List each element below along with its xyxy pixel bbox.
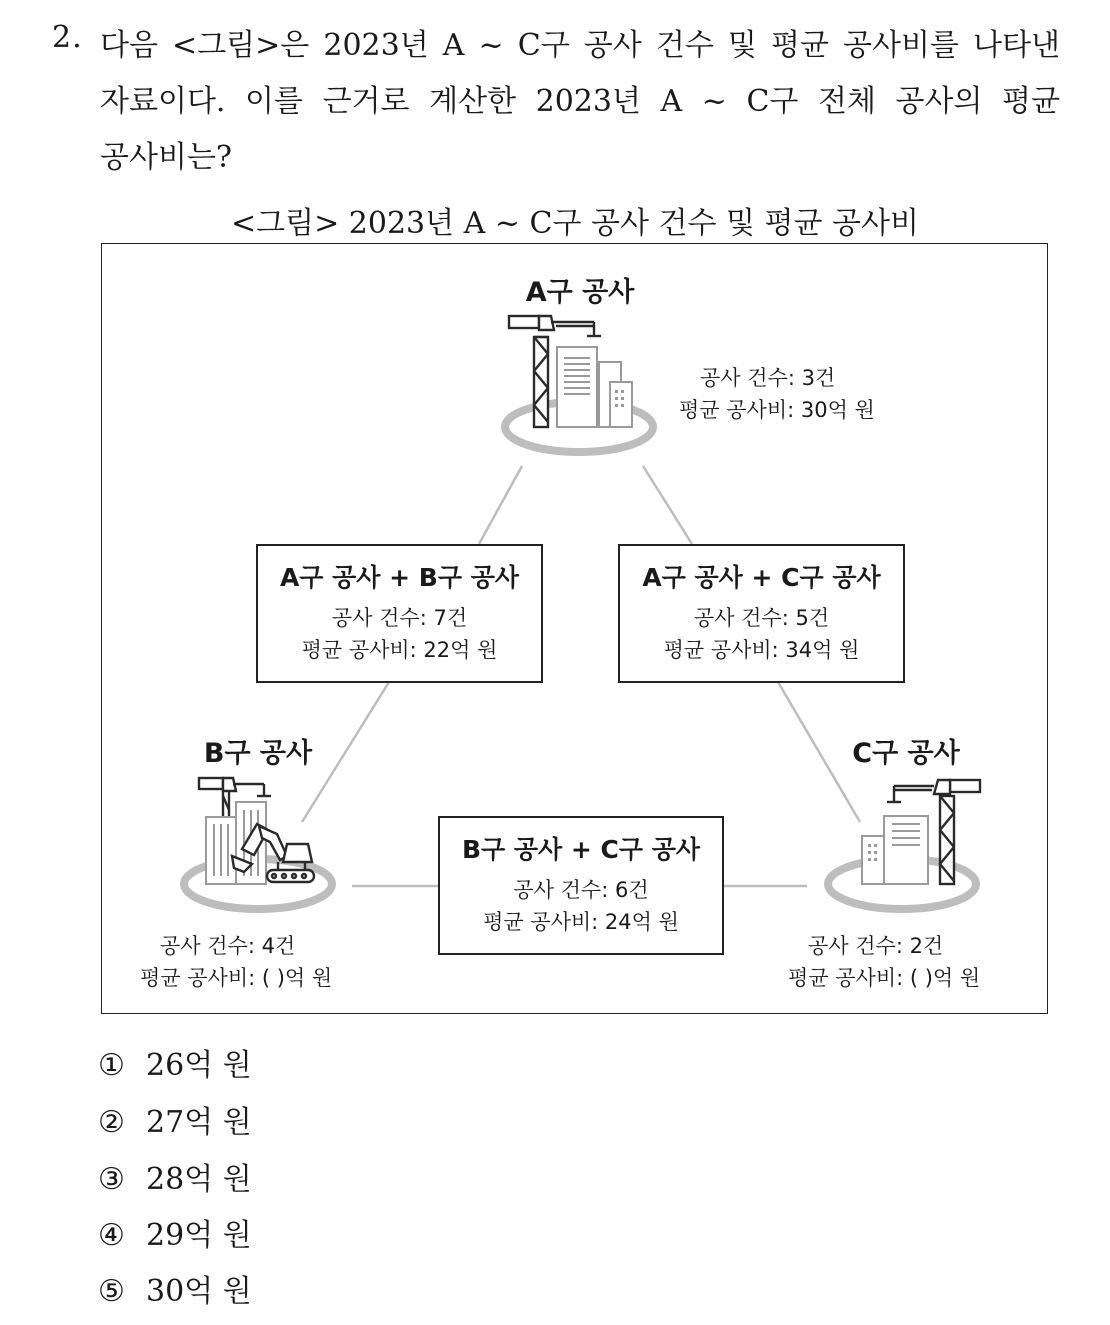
question-line-2: 자료이다. 이를 근거로 계산한 2023년 A ~ C구 전체 공사의 평균: [100, 84, 1060, 119]
choice-5-text: 30억 원: [146, 1274, 252, 1309]
pair-ac-title: A구 공사 + C구 공사: [642, 563, 881, 592]
figure-box: [101, 243, 1048, 1014]
pair-bc-cost: 평균 공사비: 24억 원: [483, 910, 679, 934]
choice-4-mark: ④: [98, 1218, 125, 1253]
question-number: 2.: [52, 20, 83, 55]
choice-2-mark: ②: [98, 1105, 125, 1140]
choice-5-mark: ⑤: [98, 1274, 125, 1309]
choice-1[interactable]: [98, 1040, 252, 1084]
pair-bc-title: B구 공사 + C구 공사: [461, 835, 701, 864]
figure-caption: <그림> 2023년 A ~ C구 공사 건수 및 평균 공사비: [231, 206, 919, 241]
choice-2[interactable]: [98, 1097, 252, 1141]
district-c-count: 공사 건수: 2건: [808, 934, 944, 958]
district-a-title: A구 공사: [525, 277, 635, 308]
pair-bc-count: 공사 건수: 6건: [513, 878, 649, 902]
district-c-cost: 평균 공사비: ( )억 원: [788, 966, 981, 990]
district-a-count: 공사 건수: 3건: [700, 366, 836, 390]
pair-ab-count: 공사 건수: 7건: [331, 606, 468, 630]
pair-ab-cost: 평균 공사비: 22억 원: [301, 638, 498, 662]
choice-5[interactable]: [98, 1266, 252, 1310]
choice-3-text: 28억 원: [146, 1162, 252, 1197]
district-c-title: C구 공사: [852, 738, 960, 769]
pair-ac-cost: 평균 공사비: 34억 원: [663, 638, 860, 662]
pair-box-ab: [256, 544, 543, 683]
choice-4[interactable]: [98, 1210, 252, 1254]
choice-3-mark: ③: [98, 1162, 125, 1197]
choice-1-text: 26억 원: [146, 1048, 252, 1083]
pair-box-bc: [438, 816, 724, 955]
district-b-title: B구 공사: [203, 738, 313, 769]
question-line-1: 다음 <그림>은 2023년 A ~ C구 공사 건수 및 평균 공사비를 나타낸: [100, 28, 1060, 63]
question-line-3: 공사비는?: [100, 140, 233, 175]
pair-ac-count: 공사 건수: 5건: [693, 606, 830, 630]
choice-4-text: 29억 원: [146, 1218, 252, 1253]
choice-2-text: 27억 원: [146, 1105, 252, 1140]
pair-box-ac: [618, 544, 905, 683]
choice-1-mark: ①: [98, 1048, 125, 1083]
district-a-cost: 평균 공사비: 30억 원: [679, 398, 875, 422]
choice-3[interactable]: [98, 1154, 252, 1198]
pair-ab-title: A구 공사 + B구 공사: [279, 563, 520, 592]
district-b-cost: 평균 공사비: ( )억 원: [140, 966, 333, 990]
district-b-count: 공사 건수: 4건: [160, 934, 296, 958]
